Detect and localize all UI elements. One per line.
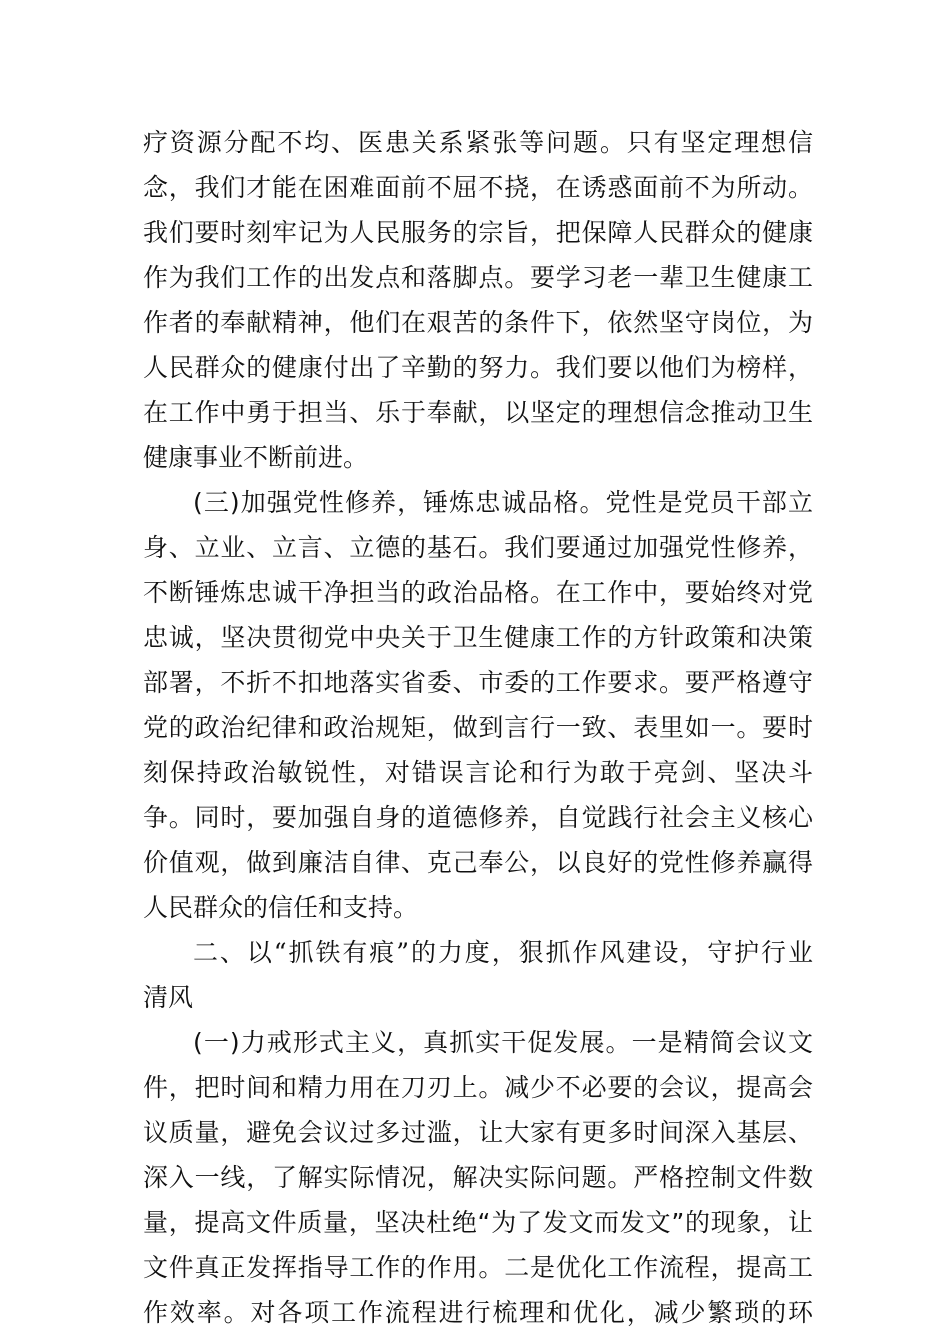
text-line: 作者的奉献精神，他们在艰苦的条件下，依然坚守岗位，为 xyxy=(143,308,813,337)
text-line: 作为我们工作的出发点和落脚点。要学习老一辈卫生健康工 xyxy=(143,263,813,292)
text-line: 议质量，避免会议过多过滥，让大家有更多时间深入基层、 xyxy=(143,1118,813,1147)
section-heading-line: (三)加强党性修养，锤炼忠诚品格。党性是党员干部立 xyxy=(193,488,813,517)
document-body xyxy=(143,120,813,1335)
text-line: 价值观，做到廉洁自律、克己奉公，以良好的党性修养赢得 xyxy=(143,848,813,877)
text-line: 党的政治纪律和政治规矩，做到言行一致、表里如一。要时 xyxy=(143,713,813,742)
text-line: 我们要时刻牢记为人民服务的宗旨，把保障人民群众的健康 xyxy=(143,218,813,247)
text-line: 量，提高文件质量，坚决杜绝“为了发文而发文”的现象，让 xyxy=(143,1208,813,1237)
text-line: 念，我们才能在困难面前不屈不挠，在诱惑面前不为所动。 xyxy=(143,173,813,202)
text-line: 作效率。对各项工作流程进行梳理和优化，减少繁琐的环 xyxy=(143,1298,813,1327)
text-line: 文件真正发挥指导工作的作用。二是优化工作流程，提高工 xyxy=(143,1253,813,1282)
text-line: 深入一线，了解实际情况，解决实际问题。严格控制文件数 xyxy=(143,1163,813,1192)
text-line: 人民群众的健康付出了辛勤的努力。我们要以他们为榜样， xyxy=(143,353,813,382)
text-line: 刻保持政治敏锐性，对错误言论和行为敢于亮剑、坚决斗 xyxy=(143,758,813,787)
text-line: 健康事业不断前进。 xyxy=(143,443,369,472)
text-line: 疗资源分配不均、医患关系紧张等问题。只有坚定理想信 xyxy=(143,128,813,157)
text-line: 人民群众的信任和支持。 xyxy=(143,893,419,922)
text-line: 不断锤炼忠诚干净担当的政治品格。在工作中，要始终对党 xyxy=(143,578,813,607)
text-line: 争。同时，要加强自身的道德修养，自觉践行社会主义核心 xyxy=(143,803,813,832)
text-line: 在工作中勇于担当、乐于奉献，以坚定的理想信念推动卫生 xyxy=(143,398,813,427)
text-line: 部署，不折不扣地落实省委、市委的工作要求。要严格遵守 xyxy=(143,668,813,697)
text-line: 件，把时间和精力用在刀刃上。减少不必要的会议，提高会 xyxy=(143,1073,813,1102)
text-line: 身、立业、立言、立德的基石。我们要通过加强党性修养， xyxy=(143,533,813,562)
chapter-heading-line: 二、以“抓铁有痕”的力度，狠抓作风建设，守护行业 xyxy=(193,938,813,967)
section-heading-line: (一)力戒形式主义，真抓实干促发展。一是精简会议文 xyxy=(193,1028,813,1057)
chapter-heading-line: 清风 xyxy=(143,983,194,1012)
text-line: 忠诚，坚决贯彻党中央关于卫生健康工作的方针政策和决策 xyxy=(143,623,813,652)
